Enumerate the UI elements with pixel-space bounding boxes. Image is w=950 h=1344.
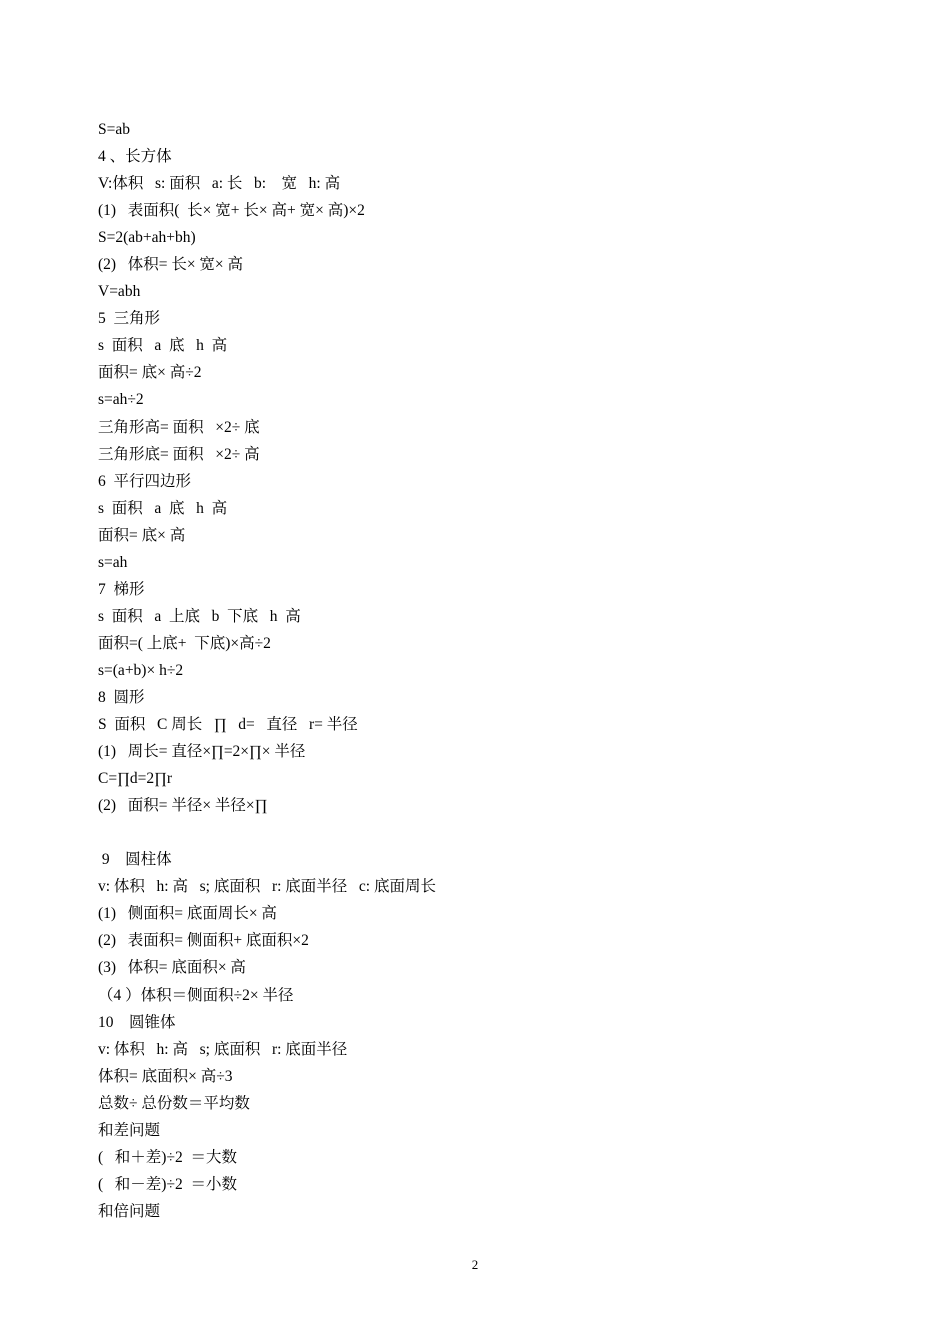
text-line: ( 和＋差)÷2 ＝大数	[98, 1148, 237, 1166]
text-line: 8 圆形	[98, 688, 145, 706]
text-line: 4 、长方体	[98, 148, 172, 166]
text-line: 体积= 底面积× 高÷3	[98, 1067, 233, 1085]
text-line: s=ah÷2	[98, 391, 144, 409]
text-line: v: 体积 h: 高 s; 底面积 r: 底面半径 c: 底面周长	[98, 878, 436, 896]
text-line: 面积= 底× 高	[98, 526, 186, 544]
text-line: (2) 表面积= 侧面积+ 底面积×2	[98, 932, 309, 950]
text-line: (2) 面积= 半径× 半径×∏	[98, 797, 268, 815]
text-line: (1) 表面积( 长× 宽+ 长× 高+ 宽× 高)×2	[98, 202, 365, 220]
text-line: 6 平行四边形	[98, 472, 192, 490]
text-line: V:体积 s: 面积 a: 长 b: 宽 h: 高	[98, 175, 341, 193]
text-line: (3) 体积= 底面积× 高	[98, 959, 246, 977]
text-line: s=ah	[98, 553, 128, 571]
text-line: 5 三角形	[98, 310, 161, 328]
text-line: S=ab	[98, 121, 130, 138]
text-line: 和差问题	[98, 1121, 161, 1139]
page-number: 2	[471, 1257, 479, 1272]
text-line: (1) 周长= 直径×∏=2×∏× 半径	[98, 743, 306, 761]
text-line: 三角形高= 面积 ×2÷ 底	[98, 418, 260, 436]
text-line: S=2(ab+ah+bh)	[98, 229, 196, 247]
text-line: ( 和－差)÷2 ＝小数	[98, 1175, 237, 1193]
document-body	[98, 116, 858, 1225]
text-line: 面积=( 上底+ 下底)×高÷2	[98, 634, 271, 652]
text-line: C=∏d=2∏r	[98, 770, 173, 788]
text-line: 三角形底= 面积 ×2÷ 高	[98, 445, 260, 463]
text-line: 面积= 底× 高÷2	[98, 364, 202, 382]
blank-line	[98, 819, 858, 846]
text-line: 10 圆锥体	[98, 1013, 176, 1031]
text-line: s 面积 a 上底 b 下底 h 高	[98, 607, 301, 625]
text-line: 和倍问题	[98, 1202, 161, 1220]
text-line: S 面积 C 周长 ∏ d= 直径 r= 半径	[98, 716, 358, 734]
text-line: (2) 体积= 长× 宽× 高	[98, 256, 244, 274]
text-line: V=abh	[98, 283, 141, 301]
text-line: (1) 侧面积= 底面周长× 高	[98, 905, 277, 923]
text-line: s 面积 a 底 h 高	[98, 337, 228, 355]
text-line: 7 梯形	[98, 580, 145, 598]
text-line: v: 体积 h: 高 s; 底面积 r: 底面半径	[98, 1040, 348, 1058]
text-line: s=(a+b)× h÷2	[98, 661, 184, 679]
text-line: s 面积 a 底 h 高	[98, 499, 228, 517]
text-line: 9 圆柱体	[98, 851, 172, 869]
text-line: （4 ）体积＝侧面积÷2× 半径	[98, 986, 294, 1004]
text-line: 总数÷ 总份数＝平均数	[98, 1094, 250, 1112]
